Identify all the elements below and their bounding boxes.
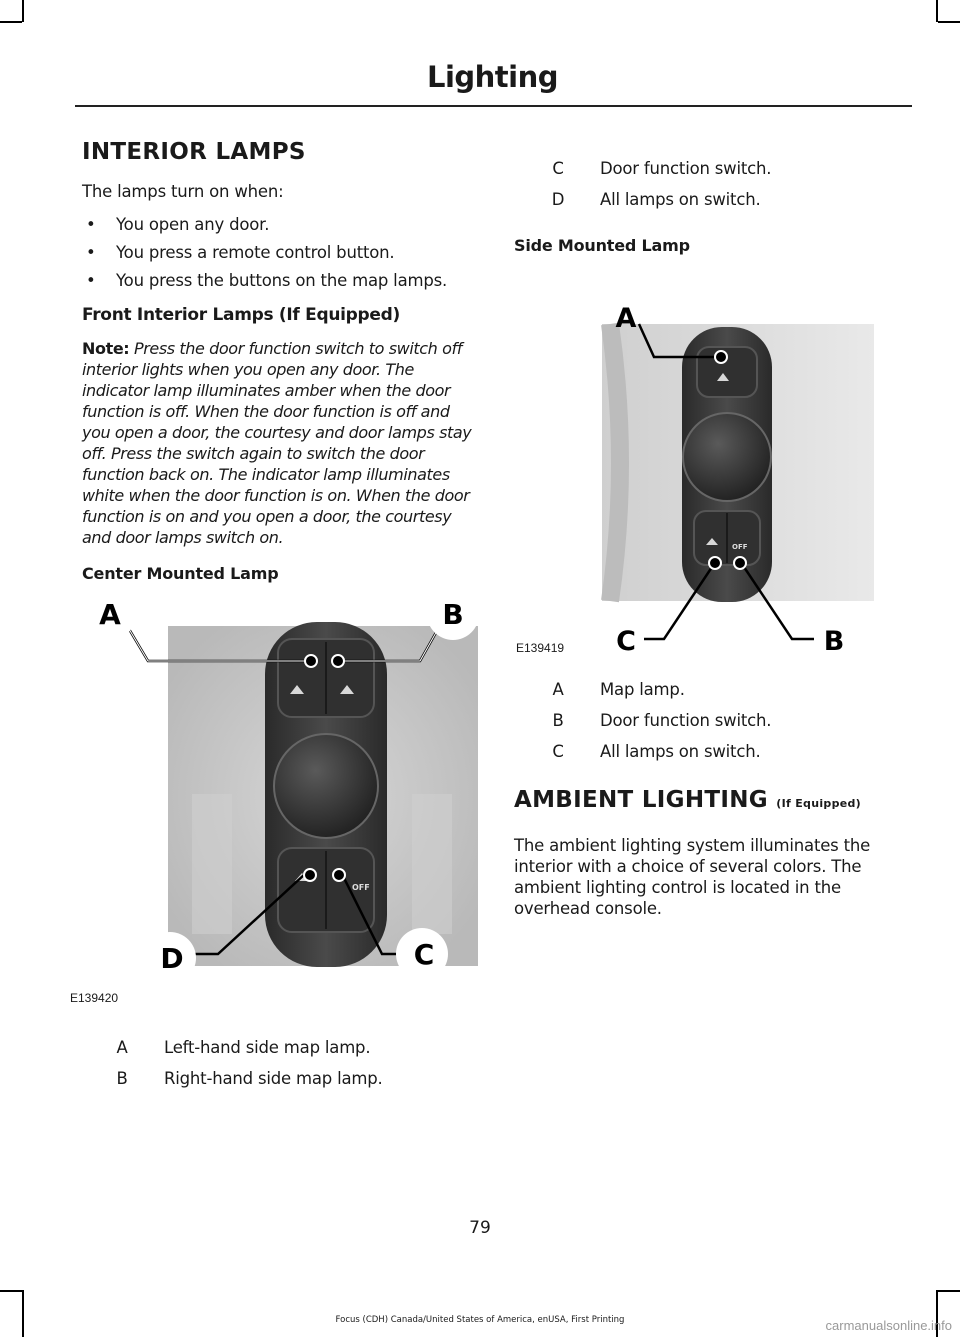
callout-a: A bbox=[99, 597, 121, 631]
crop-mark bbox=[22, 0, 24, 22]
off-label: OFF bbox=[732, 543, 748, 551]
legend-key: B bbox=[552, 711, 564, 730]
legend-key: B bbox=[116, 1068, 128, 1088]
legend-key: A bbox=[552, 680, 564, 699]
legend-text: Map lamp. bbox=[600, 680, 685, 699]
callout-b: B bbox=[442, 597, 464, 631]
legend-row bbox=[514, 189, 909, 210]
crop-mark bbox=[0, 21, 22, 23]
side-lamp-heading: Side Mounted Lamp bbox=[514, 236, 690, 255]
figure-id: E139420 bbox=[70, 990, 119, 1005]
callout-a: A bbox=[615, 303, 637, 334]
legend-text: Right-hand side map lamp. bbox=[164, 1068, 383, 1088]
side-lamp-figure bbox=[514, 269, 909, 657]
note-text: Press the door function switch to switch off interior lights when you open any door. The indicator lamp illuminates amber when the door function is off. When the door function is off and you open a door, the courtesy and door lamps stay off. Press the switch again to switch the door function back on. The indicator lamp illuminates white when the door function is on. When the door function is on and you open a door, the courtesy and door lamps switch on. bbox=[82, 338, 472, 547]
list-item: • You open any door. bbox=[82, 214, 477, 235]
crop-mark bbox=[0, 1290, 22, 1292]
legend-text: Door function switch. bbox=[600, 159, 772, 178]
trigger-list bbox=[82, 214, 477, 291]
header-rule bbox=[75, 105, 912, 107]
page-section-title: Lighting bbox=[426, 60, 558, 94]
ambient-heading-text: AMBIENT LIGHTING bbox=[514, 787, 768, 813]
intro-text: The lamps turn on when: bbox=[82, 182, 284, 202]
legend-key: D bbox=[551, 190, 565, 209]
legend-row bbox=[82, 1068, 477, 1089]
center-lamp-illustration bbox=[82, 594, 477, 989]
figure-id: E139419 bbox=[516, 641, 565, 655]
callout-d: D bbox=[160, 941, 184, 975]
note-label: Note: bbox=[82, 338, 130, 358]
crop-mark bbox=[936, 0, 938, 22]
footer-note: Focus (CDH) Canada/United States of America, enUSA, First Printing bbox=[335, 1315, 625, 1325]
legend-key: C bbox=[552, 159, 564, 178]
legend-row bbox=[514, 741, 909, 762]
legend-row bbox=[514, 158, 909, 179]
side-lamp-legend bbox=[514, 679, 909, 762]
legend-row bbox=[514, 710, 909, 731]
crop-mark bbox=[938, 1290, 960, 1292]
note-paragraph bbox=[82, 338, 477, 548]
list-item: • You press a remote control button. bbox=[82, 242, 477, 263]
legend-text: Door function switch. bbox=[600, 711, 772, 730]
left-column bbox=[70, 139, 477, 1099]
crop-mark bbox=[22, 1290, 24, 1337]
list-item: • You press the buttons on the map lamps. bbox=[82, 270, 477, 291]
callout-c: C bbox=[413, 937, 435, 971]
legend-text: All lamps on switch. bbox=[600, 190, 761, 209]
watermark: carmanualsonline.info bbox=[825, 1318, 952, 1333]
center-lamp-figure bbox=[70, 594, 477, 1005]
ambient-text: The ambient lighting system illuminates the interior with a choice of several colors. The ambient lighting control is located in the overhead console. bbox=[514, 836, 871, 919]
ambient-heading-suffix: (If Equipped) bbox=[776, 797, 862, 810]
legend-row bbox=[82, 1037, 477, 1058]
legend-text: All lamps on switch. bbox=[600, 742, 761, 761]
callout-b: B bbox=[823, 626, 845, 657]
legend-key: C bbox=[552, 742, 564, 761]
right-column bbox=[514, 158, 909, 931]
interior-lamps-heading: INTERIOR LAMPS bbox=[82, 139, 306, 165]
off-label: OFF bbox=[352, 882, 370, 892]
front-lamps-heading: Front Interior Lamps (If Equipped) bbox=[82, 305, 400, 326]
center-lamp-legend bbox=[82, 1037, 477, 1089]
page-number: 79 bbox=[469, 1218, 491, 1238]
center-lamp-legend-continued bbox=[514, 158, 909, 210]
legend-key: A bbox=[116, 1037, 128, 1057]
center-lamp-heading: Center Mounted Lamp bbox=[82, 563, 279, 583]
crop-mark bbox=[938, 21, 960, 23]
ambient-lighting-heading bbox=[514, 788, 909, 813]
legend-row bbox=[514, 679, 909, 700]
callout-c: C bbox=[616, 626, 636, 657]
legend-text: Left-hand side map lamp. bbox=[164, 1037, 371, 1057]
